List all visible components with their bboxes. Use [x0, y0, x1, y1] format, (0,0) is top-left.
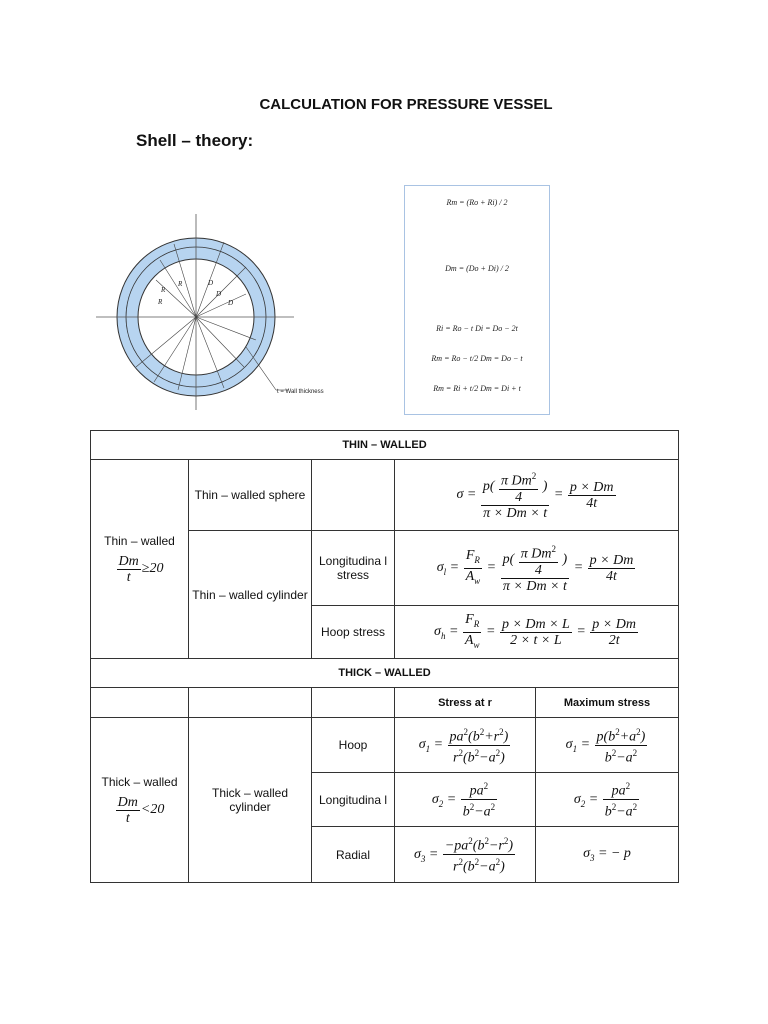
formula-ri-di: Ri = Ro − t Di = Do − 2t — [436, 324, 518, 333]
radial-label: Radial — [312, 827, 395, 883]
thick-condition-rel: <20 — [140, 802, 165, 818]
svg-text:R: R — [178, 280, 183, 288]
sphere-stress-formula: σ = p( $\frac{\pi Dm^2}{4}$ ) π × Dm × t = $\frac{p \times Dm}{4t}$ — [395, 460, 679, 531]
thick-walled-header: THICK – WALLED — [91, 659, 679, 688]
thin-walled-condition — [91, 460, 189, 659]
empty-cell — [312, 688, 395, 718]
thick-walled-label: Thick – walled — [101, 774, 178, 789]
svg-text:t = Wall thickness: t = Wall thickness — [277, 389, 324, 395]
longitudinal-stress-at-r-formula: $\sigma_2$ = $\frac{pa^2}{b^2-a^2}$ — [395, 773, 536, 827]
thin-sphere-label: Thin – walled sphere — [189, 460, 312, 531]
maximum-stress-header: Maximum stress — [536, 688, 679, 718]
thin-condition-formula: $\frac{Dm}{t}$ ≥20 — [118, 553, 164, 585]
empty-cell — [91, 688, 189, 718]
empty-cell — [189, 688, 312, 718]
thin-condition-rel: ≥20 — [141, 561, 164, 577]
longitudinal-stress-label: Longitudina l stress — [312, 531, 395, 606]
longitudinal-stress-formula: $\sigma_l$ = $\frac{F_R}{A_w}$ = p( $\frac{\pi Dm^2}{4}$ ) π × Dm × t = $\frac{p \times Dm}{4t}$ — [395, 531, 679, 606]
thin-walled-header: THIN – WALLED — [91, 431, 679, 460]
formula-rm-avg: Rm = (Ro + Ri) / 2 — [446, 198, 508, 207]
thick-walled-condition — [91, 718, 189, 883]
stress-table — [90, 430, 679, 883]
thick-cylinder-label: Thick – walled cylinder — [189, 718, 312, 883]
thick-condition-formula: $\frac{Dm}{t}$ <20 — [117, 794, 165, 826]
formula-dm-avg: Dm = (Do + Di) / 2 — [445, 264, 509, 273]
longitudinal-max-stress-formula: $\sigma_2$ = $\frac{pa^2}{b^2-a^2}$ — [536, 773, 679, 827]
svg-text:D: D — [216, 290, 222, 298]
radial-max-stress-formula: $\sigma_3$ = − p — [536, 827, 679, 883]
hoop-label: Hoop — [312, 718, 395, 773]
stress-at-r-header: Stress at r — [395, 688, 536, 718]
hoop-stress-formula: $\sigma_h$ = $\frac{F_R}{A_w}$ = $\frac{p \times Dm \times L}{2 \times t \times L}$ = $\frac{p \times Dm}{2t}$ — [395, 606, 679, 659]
svg-text:D: D — [208, 279, 214, 287]
empty-cell — [312, 460, 395, 531]
svg-text:D: D — [228, 299, 234, 307]
hoop-max-stress-formula: $\sigma_1$ = $\frac{p(b^2+a^2)}{b^2-a^2}$ — [536, 718, 679, 773]
ring-diagram — [96, 212, 346, 412]
longitudinal-label: Longitudina l — [312, 773, 395, 827]
hoop-stress-label: Hoop stress — [312, 606, 395, 659]
page-title: CALCULATION FOR PRESSURE VESSEL — [259, 96, 553, 113]
hoop-stress-at-r-formula: $\sigma_1$ = $\frac{pa^2(b^2+r^2)}{r^2(b^2-a^2)}$ — [395, 718, 536, 773]
thin-cylinder-label: Thin – walled cylinder — [189, 531, 312, 659]
radial-stress-at-r-formula: $\sigma_3$ = $\frac{-pa^2(b^2-r^2)}{r^2(b^2-a^2)}$ — [395, 827, 536, 883]
radius-formula-box — [404, 185, 550, 415]
thin-walled-label: Thin – walled — [104, 533, 175, 548]
section-subtitle: Shell – theory: — [136, 131, 254, 150]
formula-rm-ri: Rm = Ri + t/2 Dm = Di + t — [433, 384, 521, 393]
svg-text:R: R — [158, 298, 163, 306]
svg-text:R: R — [161, 286, 166, 294]
formula-rm-ro: Rm = Ro − t/2 Dm = Do − t — [431, 354, 523, 363]
